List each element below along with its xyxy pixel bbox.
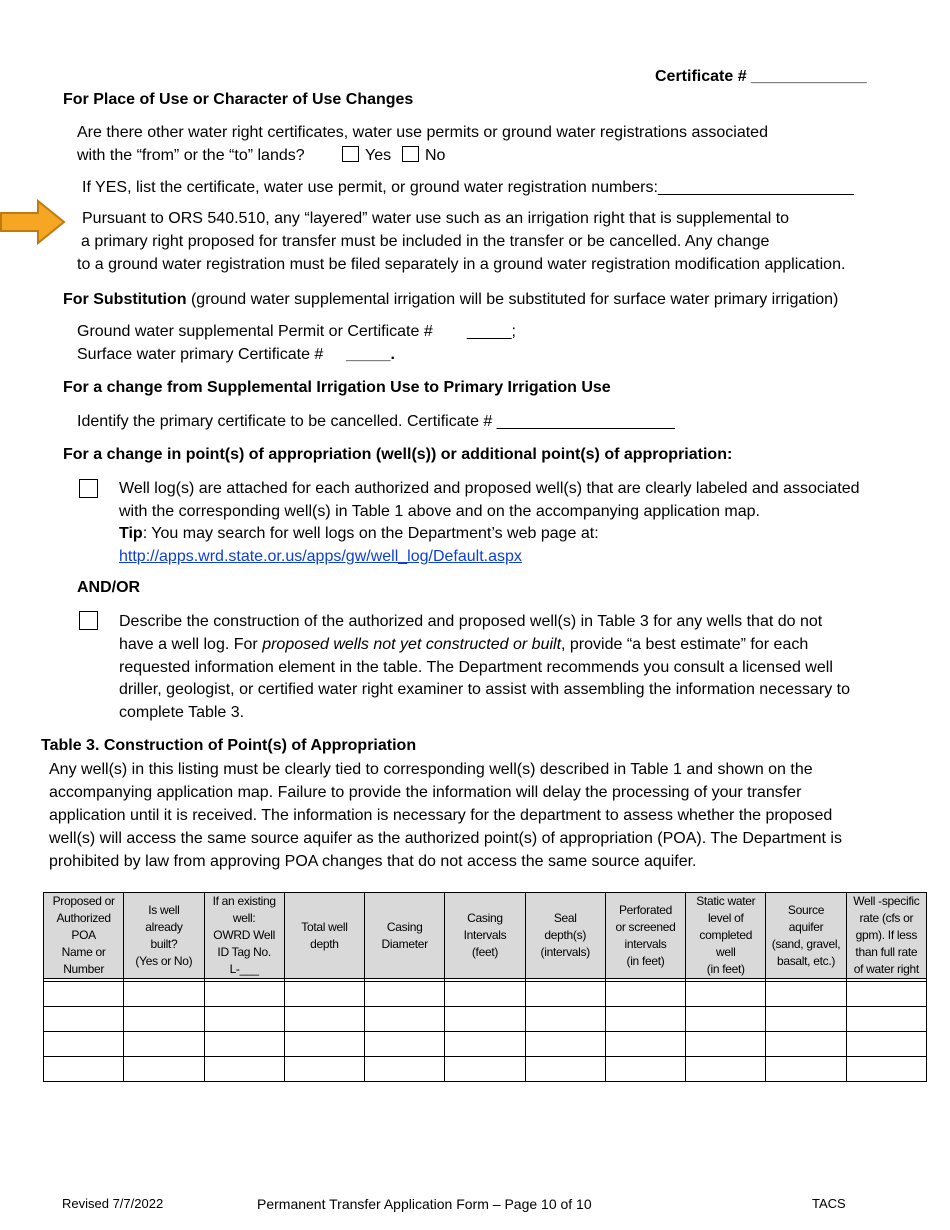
table-cell[interactable] (204, 1057, 284, 1082)
column-header-line: depth (310, 936, 339, 951)
table-cell[interactable] (365, 982, 445, 1007)
table-cell[interactable] (445, 1032, 525, 1057)
column-header-line: (sand, gravel, (771, 936, 841, 951)
associated-question-line2: with the “from” or the “to” lands? (77, 147, 305, 164)
if-yes-list-field[interactable]: If YES, list the certificate, water use permit, or ground water registration numbers:______________________ (82, 179, 854, 196)
table3-desc-line5: prohibited by law from approving POA changes that do not access the same source aquifer. (49, 853, 697, 870)
column-header-line: basalt, etc.) (776, 953, 836, 968)
column-header-line: intervals (624, 936, 667, 951)
table-cell[interactable] (766, 982, 846, 1007)
no-label: No (425, 147, 446, 164)
column-header-line: Static water (696, 894, 756, 908)
table-cell[interactable] (284, 982, 364, 1007)
column-header-line: Number (63, 962, 105, 976)
table3-desc-line1: Any well(s) in this listing must be clearly tied to corresponding well(s) described in Table 1 and shown on the (49, 761, 813, 778)
table-cell[interactable] (525, 1032, 605, 1057)
layered-note-line1: Pursuant to ORS 540.510, any “layered” water use such as an irrigation right that is supplemental to (82, 210, 790, 227)
sw-certificate-field[interactable]: _____. (346, 346, 395, 363)
column-header-6 (525, 893, 605, 979)
table-cell[interactable] (284, 1007, 364, 1032)
table-cell[interactable] (365, 1057, 445, 1082)
footer-form-title: Permanent Transfer Application Form – Page 10 of 10 (257, 1196, 592, 1212)
tip-label: Tip (119, 525, 143, 542)
table-cell[interactable] (686, 1007, 766, 1032)
yes-label: Yes (365, 147, 392, 164)
table3-title: Table 3. Construction of Point(s) of Appropriation (41, 737, 417, 754)
substitution-heading (63, 288, 838, 311)
table-cell[interactable] (365, 1032, 445, 1057)
table-cell[interactable] (686, 982, 766, 1007)
table-cell[interactable] (284, 1057, 364, 1082)
table-cell[interactable] (605, 1057, 685, 1082)
describe-construction-checkbox[interactable] (79, 611, 98, 630)
table-row (44, 1007, 927, 1032)
substitution-heading-rest: (ground water supplemental irrigation will be substituted for surface water primary irrigation) (186, 291, 839, 308)
column-header-line: ID Tag No. (217, 945, 271, 959)
associated-question-line1: Are there other water right certificates, water use permits or ground water registrations associated (77, 124, 768, 141)
table-row (44, 982, 927, 1007)
column-header-line: Perforated (618, 902, 673, 917)
table-cell[interactable] (204, 1007, 284, 1032)
table-row (44, 1032, 927, 1057)
column-header-5 (445, 893, 525, 979)
column-header-line: than full rate (855, 945, 918, 959)
column-header-line: (in feet) (706, 962, 745, 976)
and-or-label: AND/OR (77, 579, 141, 596)
table-cell[interactable] (44, 1057, 124, 1082)
well-log-link[interactable]: http://apps.wrd.state.or.us/apps/gw/well_log/Default.aspx (119, 548, 522, 565)
tip-rest: : You may search for well logs on the Department’s web page at: (142, 525, 599, 542)
describe-line5: complete Table 3. (119, 704, 245, 721)
poa-construction-table (43, 892, 927, 1082)
describe-line2-b: , provide “a best estimate” for each (561, 636, 809, 653)
column-header-1 (124, 893, 204, 979)
table-cell[interactable] (44, 1007, 124, 1032)
column-header-8 (686, 893, 766, 979)
table-cell[interactable] (445, 1057, 525, 1082)
table-header-row (44, 893, 927, 979)
table-cell[interactable] (846, 1007, 926, 1032)
column-header-line: of water right (853, 962, 919, 976)
column-header-3 (284, 893, 364, 979)
gw-certificate-label: Ground water supplemental Permit or Certificate # (77, 323, 433, 340)
no-checkbox[interactable] (402, 146, 419, 162)
table-cell[interactable] (525, 982, 605, 1007)
layered-note-line3: to a ground water registration must be filed separately in a ground water registration modification application. (77, 256, 846, 273)
certificate-number-field[interactable]: Certificate # _____________ (655, 68, 867, 85)
supplemental-to-primary-heading: For a change from Supplemental Irrigation Use to Primary Irrigation Use (63, 379, 611, 396)
table-cell[interactable] (365, 1007, 445, 1032)
layered-note-line2: a primary right proposed for transfer must be included in the transfer or be cancelled. Any change (81, 233, 770, 250)
table-row (44, 1057, 927, 1082)
arrow-icon (0, 199, 66, 247)
table-cell[interactable] (204, 1032, 284, 1057)
substitution-heading-bold: For Substitution (63, 291, 187, 308)
describe-line3: requested information element in the table. The Department recommends you consult a licensed well (119, 659, 833, 676)
yes-checkbox[interactable] (342, 146, 359, 162)
column-header-line: (in feet) (626, 953, 665, 968)
column-header-line: level of (707, 911, 744, 925)
table-cell[interactable] (525, 1007, 605, 1032)
column-header-line: built? (150, 936, 178, 951)
column-header-9 (766, 893, 846, 979)
table-cell[interactable] (124, 1032, 204, 1057)
table3-desc-line4: well(s) will access the same source aquifer as the authorized point(s) of appropriation (POA). The Department is (49, 830, 842, 847)
well-log-checkbox[interactable] (79, 479, 98, 498)
column-header-line: L-___ (229, 962, 259, 976)
table-cell[interactable] (124, 1057, 204, 1082)
column-header-line: well (716, 945, 736, 959)
well-log-line2: with the corresponding well(s) in Table 1 above and on the accompanying application map. (119, 503, 760, 520)
column-header-line: OWRD Well (213, 928, 276, 942)
table-cell[interactable] (686, 1032, 766, 1057)
table-cell[interactable] (445, 1007, 525, 1032)
table-cell[interactable] (44, 1032, 124, 1057)
table-cell[interactable] (766, 1057, 846, 1082)
column-header-line: completed (699, 928, 753, 942)
column-header-line: Diameter (381, 936, 428, 951)
table-cell[interactable] (766, 1007, 846, 1032)
table-cell[interactable] (445, 982, 525, 1007)
column-header-line: Total well (301, 919, 348, 934)
table-cell[interactable] (124, 1007, 204, 1032)
table-cell[interactable] (605, 1007, 685, 1032)
sw-certificate-label: Surface water primary Certificate # (77, 346, 324, 363)
column-header-line: Casing (467, 911, 503, 925)
column-header-line: or screened (615, 919, 676, 934)
table3-desc-line2: accompanying application map. Failure to provide the information will delay the processing of your transfer (49, 784, 802, 801)
column-header-line: (feet) (471, 945, 499, 959)
table-cell[interactable] (846, 982, 926, 1007)
footer-code: TACS (812, 1196, 846, 1211)
table-cell[interactable] (124, 982, 204, 1007)
table-cell[interactable] (204, 982, 284, 1007)
table-cell[interactable] (44, 982, 124, 1007)
column-header-line: (Yes or No) (135, 953, 193, 968)
describe-line1: Describe the construction of the authorized and proposed well(s) in Table 3 for any wells that do not (119, 613, 823, 630)
column-header-line: Casing (386, 919, 423, 934)
describe-line2-italic: proposed wells not yet constructed or built (262, 636, 562, 653)
describe-line4: driller, geologist, or certified water right examiner to assist with assembling the information necessary to (119, 681, 850, 698)
footer-revised: Revised 7/7/2022 (62, 1196, 164, 1211)
well-log-line1: Well log(s) are attached for each authorized and proposed well(s) that are clearly labeled and associated (119, 480, 860, 497)
column-header-line: Well -specific (853, 894, 920, 908)
column-header-7 (605, 893, 685, 979)
table-cell[interactable] (846, 1032, 926, 1057)
column-header-line: Source (787, 902, 825, 917)
column-header-line: POA (71, 928, 96, 942)
column-header-line: (intervals) (540, 945, 590, 959)
column-header-line: rate (cfs or (859, 911, 914, 925)
gw-certificate-field[interactable]: _____; (467, 323, 516, 340)
table-cell[interactable] (686, 1057, 766, 1082)
column-header-line: depth(s) (544, 928, 587, 942)
column-header-line: gpm). If less (855, 928, 918, 942)
column-header-2 (204, 893, 284, 979)
tip-text (119, 522, 599, 545)
describe-line2-a: have a well log. For (119, 636, 263, 653)
column-header-line: Proposed or (52, 894, 115, 908)
table-cell[interactable] (525, 1057, 605, 1082)
column-header-line: aquifer (788, 919, 824, 934)
table-cell[interactable] (605, 1032, 685, 1057)
table-cell[interactable] (605, 982, 685, 1007)
column-header-line: well: (232, 911, 256, 925)
column-header-line: Is well (148, 902, 180, 917)
place-of-use-heading: For Place of Use or Character of Use Changes (63, 91, 414, 108)
column-header-line: already (145, 919, 183, 934)
column-header-10 (846, 893, 926, 979)
column-header-line: Name or (61, 945, 106, 959)
column-header-4 (365, 893, 445, 979)
table-cell[interactable] (766, 1032, 846, 1057)
primary-certificate-field[interactable]: Identify the primary certificate to be cancelled. Certificate # ____________________ (77, 413, 675, 430)
table-cell[interactable] (284, 1032, 364, 1057)
column-header-line: Intervals (463, 928, 507, 942)
describe-line2 (119, 633, 808, 656)
poa-change-heading: For a change in point(s) of appropriation (well(s)) or additional point(s) of appropriation: (63, 446, 733, 463)
table-cell[interactable] (846, 1057, 926, 1082)
column-header-line: Authorized (56, 911, 111, 925)
table3-desc-line3: application until it is received. The information is necessary for the department to assess whether the proposed (49, 807, 833, 824)
column-header-line: Seal (553, 911, 577, 925)
column-header-0 (44, 893, 124, 979)
column-header-line: If an existing (212, 894, 276, 908)
